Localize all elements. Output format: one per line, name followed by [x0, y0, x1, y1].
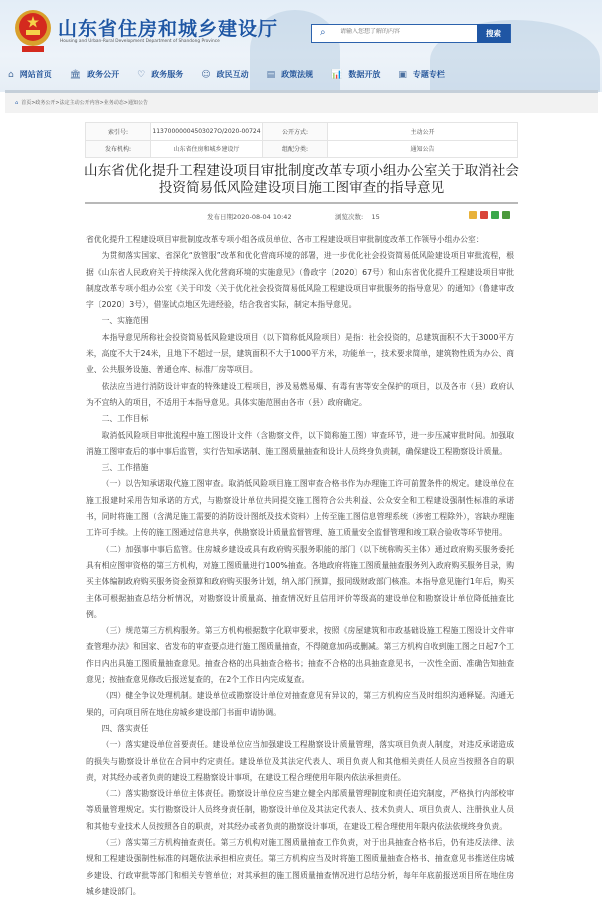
views-value: 15 [371, 213, 380, 221]
nav-label: 政务公开 [87, 70, 120, 79]
title-divider [85, 202, 518, 204]
paragraph: 为贯彻落实国家、省深化“放管服”改革和优化营商环境的部署，进一步优化社会投资简易低风险建设项目审批流程，根据《山东省人民政府关于持续深入优化营商环境的实施意见》（鲁政字〔2020〕67号）和山东省优化提升工程建设项目审批制度改革专项小组办公室《关于印发〈关于优化社会投资简易低风险工程建设项目审批服务的指导意见〉的通知》（鲁建审改字〔2020〕3号），借鉴试点地区先进经验，结合我省实际，制定本指导意见。 [86, 251, 514, 310]
views-label: 浏览次数: [335, 213, 364, 221]
section-heading: 四、落实责任 [101, 723, 149, 733]
issuer-value: 山东省住房和城乡建设厅 [151, 140, 263, 158]
chart-icon: 📊 [331, 69, 343, 80]
publish-date: 发布日期2020-08-04 10:42 [207, 213, 292, 221]
folder-icon: ▣ [398, 69, 407, 80]
national-emblem-logo [14, 8, 52, 54]
open-mode-label: 公开方式: [263, 123, 328, 141]
section-heading: 一、实施范围 [101, 316, 149, 326]
nav-label: 政策法规 [281, 70, 314, 79]
section-heading: 三、工作措施 [101, 463, 149, 473]
section-heading: 二、工作目标 [101, 414, 149, 424]
nav-gov-affairs-open[interactable] [70, 69, 119, 80]
article-info [85, 209, 518, 223]
site-title[interactable]: 山东省住房和城乡建设厅 [58, 18, 279, 40]
paragraph: （四）健全争议处理机制。建设单位或勘察设计单位对抽查意见有异议的，第三方机构应当及时组织沟通释疑。沟通无果的，可向项目所在地住房城乡建设部门书面申请协调。 [86, 691, 514, 717]
paragraph: 本指导意见所称社会投资简易低风险建设项目（以下简称低风险项目）是指：社会投资的，总建筑面积不大于3000平方米，高度不大于24米，且地下不超过一层，建筑面积不大于1000平方米，功能单一，技术要求简单，建筑物性质为办公、商业、公共服务设施、普通仓库、标准厂房等项目。 [86, 332, 514, 375]
search-icon: ⌕ [320, 27, 326, 38]
category-value: 通知公告 [328, 140, 518, 158]
paragraph: 依法应当进行消防设计审查的特殊建设工程项目，涉及易燃易爆、有毒有害等安全保护的项目，以及各市（县）政府认为不宜纳入的项目，不适用于本指导意见。具体实施范围由各市（县）政府确定。 [86, 381, 514, 407]
article-title: 山东省优化提升工程建设项目审批制度改革专项小组办公室关于取消社会投资简易低风险建设项目施工图审查的指导意见 [84, 163, 519, 196]
paragraph: （二）落实勘察设计单位主体责任。勘察设计单位应当建立健全内部质量管理制度和责任追究制度，严格执行内部校审等质量管理规定。实行勘察设计人员终身责任制，勘察设计单位及其法定代表人、技术负责人、项目负责人、注册执业人员和其他专业技术人员按照各自的职责，对其经办或者负责的勘察设计事项，在建设工程合理使用年限内依法依规终身负责。 [86, 789, 514, 831]
search-button[interactable]: 搜索 [477, 24, 510, 43]
search-box [311, 24, 511, 43]
site-subtitle-en: Housing and Urban-Rural Development Department of Shandong Province [60, 39, 220, 44]
category-label: 组配分类: [263, 140, 328, 158]
search-input[interactable] [340, 28, 480, 35]
paragraph: （二）加强事中事后监管。住房城乡建设或具有政府购买服务职能的部门（以下统称购买主体）通过政府购买服务委托具有相应图审资格的第三方机构，对施工图质量进行100%抽查。各地政府将施工图质量抽查服务列入政府购买服务目录，购买主体编制政府购买服务资金预算和政府购买服务计划，纳入部门预算，报同级财政部门核准。本指导意见施行1年后，购买主体可根据抽查总结分析情况，对勘察设计质量高、抽查情况好且信用评价等级高的建设单位和勘察设计单位降低抽查比例。 [86, 544, 514, 619]
nav-label: 网站首页 [19, 70, 52, 79]
heart-hand-icon: ♡ [137, 69, 146, 80]
nav-label: 政民互动 [216, 70, 249, 79]
index-label: 索引号: [86, 123, 151, 141]
breadcrumb-links[interactable]: 首页>政务公开>法定主动公开内容>业务动态>通知公告 [21, 100, 148, 106]
home-icon: ⌂ [8, 69, 14, 80]
index-value: 11370000004503027O/2020-00724 [151, 123, 263, 141]
nav-gov-services[interactable] [137, 69, 183, 80]
nav-interaction[interactable] [201, 69, 248, 80]
nav-label: 政务服务 [151, 70, 184, 79]
paragraph: （三）规范第三方机构服务。第三方机构根据数字化联审要求，按照《房屋建筑和市政基础设施工程施工图设计文件审查管理办法》和国家、省发布的审查要点进行施工图质量抽查，不得随意加码或删减。第三方机构自收到施工图之日起7个工作日内出具施工图质量抽查意见。抽查合格的出具抽查合格书；抽查不合格的出具抽查意见书，一次性全面、准确告知抽查意见；按抽查意见修改后报送复查的，在2个工作日内完成复查。 [86, 626, 514, 685]
home-icon: ⌂ [15, 100, 19, 106]
chat-icon: ☺ [201, 69, 211, 80]
main-nav [8, 69, 463, 80]
site-header [0, 0, 602, 92]
nav-label: 专题专栏 [412, 70, 445, 79]
share-buttons [469, 211, 510, 219]
building-icon: 🏛 [69, 69, 82, 80]
paragraph: 取消低风险项目审批流程中施工图设计文件（含勘察文件，以下简称施工图）审查环节，进一步压减审批时间。加强取消施工图审查后的事中事后监管，实行告知承诺制、施工图质量抽查和设计人员终身负责制，确保建设工程勘察设计质量。 [86, 430, 514, 456]
view-count [335, 212, 380, 221]
wechat-share-icon[interactable] [491, 211, 499, 219]
paragraph: （一）落实建设单位首要责任。建设单位应当加强建设工程勘察设计质量管理，落实项目负责人制度，对违反承诺造成的损失与勘察设计单位在合同中约定责任。建设单位及其法定代表人、项目负责人和其他相关责任人员应当按照各自的职责，对其经办或者负责的建设工程勘察设计事项，在建设工程合理使用年限内依法承担责任。 [86, 740, 514, 782]
weibo-share-icon[interactable] [480, 211, 488, 219]
paragraph: （一）以告知承诺取代施工图审查。取消低风险项目施工图审查合格书作为办理施工许可前置条件的规定。建设单位在施工报建时采用告知承诺的方式，与勘察设计单位共同提交施工图符合公共利益、公众安全和工程建设强制性标准的承诺书，同时将施工图（含满足施工需要的消防设计图纸及技术资料）上传至施工图信息管理系统（涉密工程除外），容缺办理施工许可手续。上传的施工图通过信息共享，供勘察设计质量监督管理、施工质量安全监督管理和竣工联合验收等环节使用。 [86, 479, 514, 538]
favorite-icon[interactable] [469, 211, 477, 219]
nav-special-topics[interactable] [398, 69, 445, 80]
nav-policies[interactable] [267, 69, 314, 80]
breadcrumb [5, 93, 598, 113]
nav-label: 数据开放 [348, 70, 381, 79]
document-meta-table [85, 122, 518, 158]
paragraph: （三）落实第三方机构抽查责任。第三方机构对施工图质量抽查工作负责，对于出具抽查合格书后，仍有违反法律、法规和工程建设强制性标准的问题依法承担相应责任。第三方机构应当及时将施工图质量抽查合格书、抽查意见书推送住房城乡建设、行政审批等部门和相关专管单位；对其承担的施工图质量抽查情况进行总结分析，每年年底前报送项目所在地住房城乡建设部门。 [86, 837, 514, 896]
salutation: 省优化提升工程建设项目审批制度改革专项小组各成员单位、各市工程建设项目审批制度改革工作领导小组办公室： [86, 235, 484, 244]
open-mode-value: 主动公开 [328, 123, 518, 141]
article-body [86, 232, 514, 900]
nav-open-data[interactable] [331, 69, 380, 80]
document-icon: ▤ [266, 69, 276, 80]
nav-home[interactable] [8, 69, 52, 80]
print-icon[interactable] [502, 211, 510, 219]
issuer-label: 发布机构: [86, 140, 151, 158]
